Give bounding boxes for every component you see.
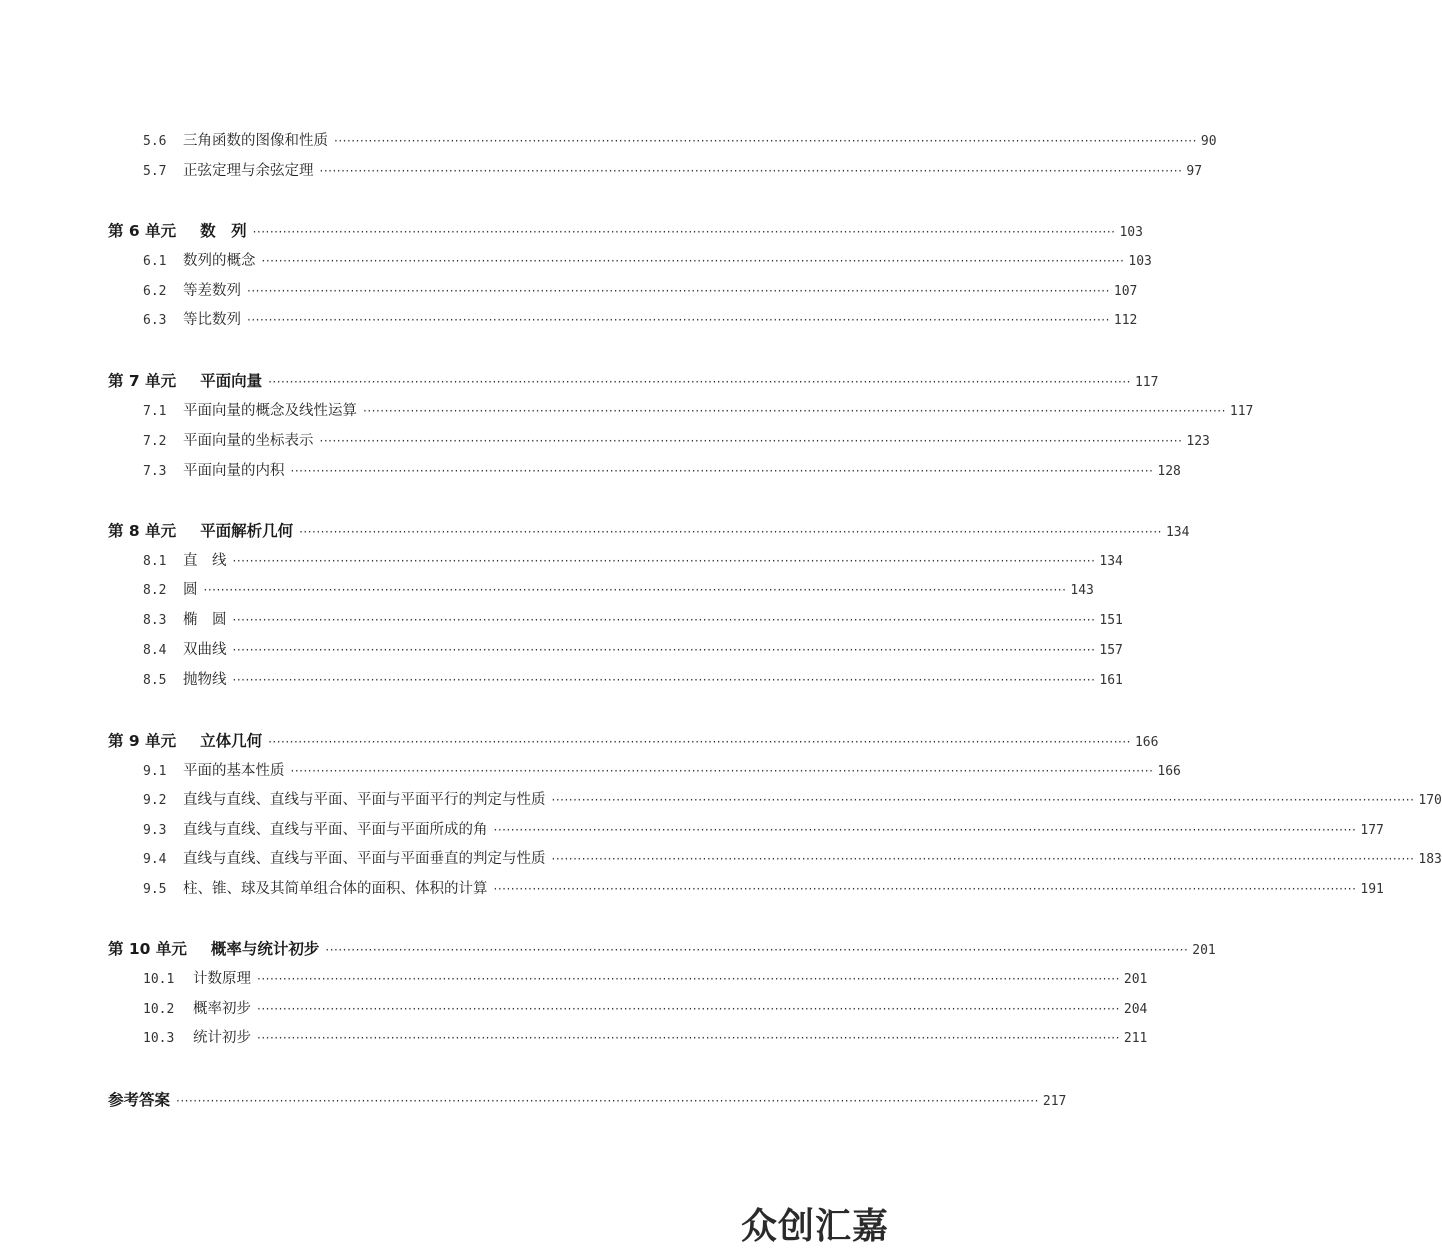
section-number: 8.3 [143, 613, 167, 628]
page-number: 103 [1119, 225, 1143, 240]
page-number: 143 [1070, 583, 1094, 598]
section-title: 数列的概念 [183, 253, 256, 269]
toc-entry-10-1[interactable] [143, 968, 1148, 990]
dot-leader: ········································································································································································································ [232, 554, 1096, 568]
section-title: 平面向量的概念及线性运算 [183, 403, 357, 419]
section-title: 平面向量的内积 [183, 463, 285, 479]
dot-leader: ········································································································································································································ [551, 852, 1415, 866]
toc-entry-8-1[interactable] [143, 550, 1123, 572]
section-number: 10.2 [143, 1002, 175, 1017]
dot-leader: ········································································································································································································ [290, 764, 1154, 778]
page-number: 117 [1134, 375, 1159, 390]
page-number: 166 [1157, 764, 1181, 779]
section-number: 5.7 [143, 164, 167, 179]
section-title: 椭 圆 [183, 612, 227, 628]
dot-leader: ········································································································································································································ [176, 1094, 1039, 1108]
unit-label: 第 7 单元 [108, 372, 177, 390]
section-title: 双曲线 [183, 642, 227, 658]
page-number: 201 [1192, 943, 1216, 958]
unit-title: 数 列 [200, 222, 247, 240]
unit-label: 第 10 单元 [108, 940, 187, 958]
toc-entry-7-1[interactable] [143, 400, 1254, 422]
dot-leader: ········································································································································································································ [319, 164, 1183, 178]
page-number: 201 [1123, 972, 1148, 987]
section-number: 7.2 [143, 434, 167, 449]
dot-leader: ········································································································································································································ [325, 943, 1189, 957]
toc-entry-9-3[interactable] [143, 819, 1384, 841]
dot-leader: ········································································································································································································ [363, 404, 1226, 418]
section-title: 三角函数的图像和性质 [183, 133, 328, 149]
dot-leader: ········································································································································································································ [268, 735, 1131, 749]
section-title: 柱、锥、球及其简单组合体的面积、体积的计算 [183, 881, 488, 897]
dot-leader: ········································································································································································································ [268, 375, 1131, 389]
dot-leader: ········································································································································································································ [319, 434, 1183, 448]
toc-entry-8-2[interactable] [143, 579, 1094, 601]
section-title: 平面的基本性质 [183, 763, 285, 779]
toc-entry-6-3[interactable] [143, 309, 1138, 331]
section-title: 圆 [183, 582, 198, 598]
section-number: 10.1 [143, 972, 175, 987]
toc-entry-6-2[interactable] [143, 280, 1138, 302]
section-number: 7.3 [143, 464, 167, 479]
section-title: 直 线 [183, 553, 227, 569]
section-title: 等差数列 [183, 283, 241, 299]
page-number: 134 [1099, 554, 1123, 569]
unit-title: 概率与统计初步 [210, 940, 320, 958]
toc-unit-10[interactable] [108, 938, 1216, 960]
toc-answers[interactable] [108, 1089, 1067, 1111]
toc-unit-9[interactable] [108, 730, 1159, 752]
toc-entry-8-4[interactable] [143, 639, 1123, 661]
dot-leader: ········································································································································································································ [247, 313, 1110, 327]
section-number: 9.4 [143, 852, 167, 867]
section-title: 直线与直线、直线与平面、平面与平面垂直的判定与性质 [183, 851, 546, 867]
toc-entry-8-5[interactable] [143, 669, 1123, 691]
toc-entry-9-1[interactable] [143, 760, 1181, 782]
section-number: 8.5 [143, 673, 167, 688]
page-number: 204 [1123, 1002, 1148, 1017]
dot-leader: ········································································································································································································ [290, 464, 1154, 478]
watermark-logo: 众创汇嘉 [740, 1206, 889, 1247]
toc-unit-7[interactable] [108, 370, 1159, 392]
page-number: 157 [1099, 643, 1123, 658]
dot-leader: ········································································································································································································ [247, 284, 1110, 298]
section-title: 正弦定理与余弦定理 [183, 163, 314, 179]
page-number: 117 [1229, 404, 1254, 419]
toc-entry-9-2[interactable] [143, 789, 1442, 811]
section-title: 直线与直线、直线与平面、平面与平面所成的角 [183, 822, 488, 838]
toc-entry-8-3[interactable] [143, 609, 1123, 631]
page-number: 112 [1113, 313, 1138, 328]
section-number: 8.4 [143, 643, 167, 658]
dot-leader: ········································································································································································································ [299, 525, 1162, 539]
section-title: 计数原理 [193, 971, 251, 987]
section-number: 6.3 [143, 313, 167, 328]
page-number: 161 [1099, 673, 1123, 688]
dot-leader: ········································································································································································································ [232, 613, 1096, 627]
dot-leader: ········································································································································································································ [252, 225, 1116, 239]
section-title: 统计初步 [193, 1030, 251, 1046]
section-number: 9.5 [143, 882, 167, 897]
page-number: 97 [1186, 164, 1203, 179]
section-number: 9.1 [143, 764, 167, 779]
unit-label: 第 9 单元 [108, 732, 177, 750]
page-number: 166 [1134, 735, 1159, 750]
section-title: 抛物线 [183, 672, 227, 688]
unit-title: 立体几何 [200, 732, 263, 750]
toc-entry-9-5[interactable] [143, 878, 1384, 900]
dot-leader: ········································································································································································································ [232, 673, 1096, 687]
dot-leader: ········································································································································································································ [257, 972, 1120, 986]
page-number: 217 [1042, 1094, 1067, 1109]
toc-unit-6[interactable] [108, 220, 1143, 242]
unit-title: 平面解析几何 [200, 522, 294, 540]
page-number: 177 [1360, 823, 1384, 838]
section-title: 概率初步 [193, 1001, 251, 1017]
page-number: 123 [1186, 434, 1210, 449]
section-title: 平面向量的坐标表示 [183, 433, 314, 449]
section-number: 6.2 [143, 284, 167, 299]
toc-entry-7-3[interactable] [143, 460, 1181, 482]
toc-entry-10-3[interactable] [143, 1027, 1148, 1049]
page-number: 170 [1418, 793, 1442, 808]
page-number: 90 [1200, 134, 1217, 149]
section-number: 8.2 [143, 583, 167, 598]
section-number: 5.6 [143, 134, 167, 149]
page-number: 211 [1123, 1031, 1148, 1046]
toc-entry-10-2[interactable] [143, 998, 1148, 1020]
unit-title: 平面向量 [200, 372, 263, 390]
section-number: 8.1 [143, 554, 167, 569]
page-number: 107 [1113, 284, 1138, 299]
toc-entry-9-4[interactable] [143, 848, 1442, 870]
dot-leader: ········································································································································································································ [257, 1002, 1120, 1016]
section-number: 6.1 [143, 254, 167, 269]
section-title: 等比数列 [183, 312, 241, 328]
toc-unit-8[interactable] [108, 520, 1190, 542]
dot-leader: ········································································································································································································ [334, 134, 1197, 148]
page-number: 103 [1128, 254, 1152, 269]
dot-leader: ········································································································································································································ [203, 583, 1067, 597]
section-title: 直线与直线、直线与平面、平面与平面平行的判定与性质 [183, 792, 546, 808]
toc-entry-5-6[interactable] [143, 130, 1217, 152]
answers-title: 参考答案 [108, 1091, 171, 1109]
section-number: 10.3 [143, 1031, 175, 1046]
toc-entry-7-2[interactable] [143, 430, 1210, 452]
section-number: 7.1 [143, 404, 167, 419]
toc-entry-6-1[interactable] [143, 250, 1152, 272]
dot-leader: ········································································································································································································ [232, 643, 1096, 657]
unit-label: 第 6 单元 [108, 222, 177, 240]
dot-leader: ········································································································································································································ [257, 1031, 1120, 1045]
dot-leader: ········································································································································································································ [493, 823, 1357, 837]
unit-label: 第 8 单元 [108, 522, 177, 540]
section-number: 9.2 [143, 793, 167, 808]
section-number: 9.3 [143, 823, 167, 838]
page-number: 134 [1165, 525, 1190, 540]
page-number: 151 [1099, 613, 1123, 628]
toc-entry-5-7[interactable] [143, 160, 1203, 182]
page-number: 128 [1157, 464, 1181, 479]
page-number: 191 [1360, 882, 1384, 897]
dot-leader: ········································································································································································································ [493, 882, 1357, 896]
page-number: 183 [1418, 852, 1442, 867]
dot-leader: ········································································································································································································ [551, 793, 1415, 807]
dot-leader: ········································································································································································································ [261, 254, 1125, 268]
